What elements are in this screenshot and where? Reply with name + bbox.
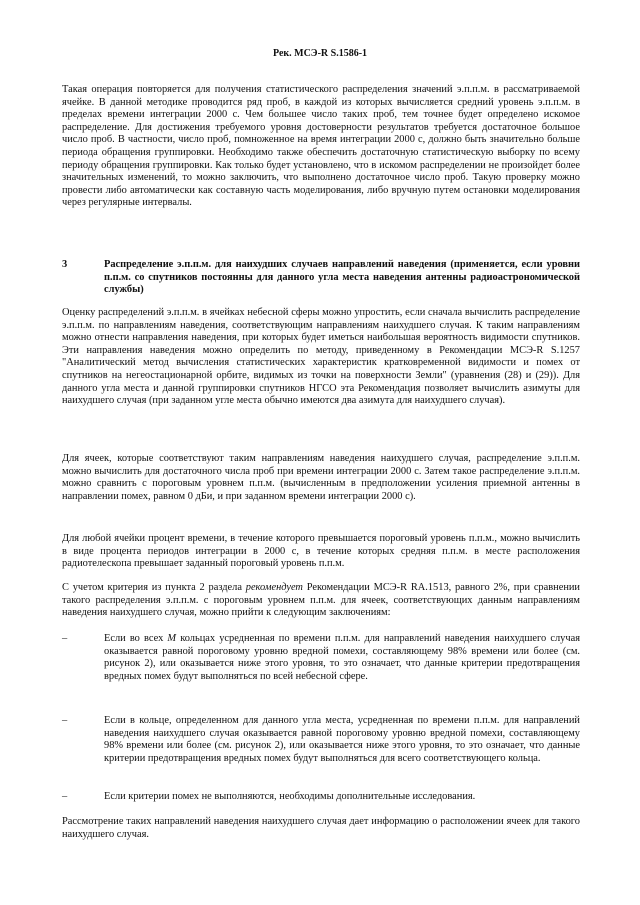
bullet-1-end: кольцах усредненная по времени п.п.м. для направлений наведения наихудшего случая оказывается равной пороговому уровню вредной помехи, составляющему 98% времени или более (см. рисунок 2), или оказывается ниже этого уровня, то это означает, что данные критерии предотвращения вредных помех будут выполняться по всей небесной сфере. <box>104 633 580 682</box>
paragraph-4: Для любой ячейки процент времени, в течение которого превышается пороговый уровень п.п.м., можно вычислить в виде процента периодов интеграции в 2000 с, в течение которых средняя п.п.м. в месте расположения радиотелескопа превышает заданный пороговый уровень п.п.м. <box>62 533 580 570</box>
paragraph-1: Такая операция повторяется для получения статистического распределения значений э.п.п.м. в рассматриваемой ячейке. В данной методике проводится ряд проб, в каждой из которых вычисляется средний уровень э.п.п.м. в пределах времени интеграции 2000 с. Чем большее число таких проб, тем точнее будет определено искомое распределение. Для достижения требуемого уровня достоверности результатов требуется достаточное большое число проб. В частности, число проб, помноженное на время интеграции 2000 с, должно быть значительно больше периода обращения группировки. Необходимо также обеспечить достаточную статистическую выборку по всему периоду обращения группировки. Как только будет установлено, что в искомом распределении не произойдет более значительных изменений, то можно заключить, что выполнено достаточное число проб. Такую проверку можно провести либо автоматически как составную часть моделирования, либо вручную путем остановки моделирования через регулярные интервалы. <box>62 84 580 209</box>
paragraph-5-end: Рекомендации МСЭ-R RA.1513, равного 2%, при сравнении такого распределения э.п.п.м. с пороговым уровнем п.п.м. для ячеек, соответствующих данным направлениям наведения наихудшего случая, можно прийти к следующим заключениям: <box>62 582 580 619</box>
paragraph-5 <box>62 582 580 620</box>
bullet-1-marker: – <box>62 633 68 644</box>
bullet-2-text: Если в кольце, определенном для данного угла места, усредненная по времени п.п.м. для направлений наведения наихудшего случая оказывается равной пороговому уровню вредной помехи, составляющему 98% времени или более (см. рисунок 2), или оказывается ниже этого уровня, то это означает, что данные критерии предотвращения вредных помех будут выполняться для всего соответствующего кольца. <box>104 715 580 764</box>
bullet-3-marker: – <box>62 791 68 802</box>
section-number: 3 <box>62 259 68 270</box>
section-title: Распределение э.п.п.м. для наихудших случаев направлений наведения (применяется, если уровни п.п.м. со спутников постоянны для данного угла места наведения антенны радиоастрономической службы) <box>104 259 580 296</box>
page-header: Рек. МСЭ-R S.1586-1 <box>272 48 368 59</box>
bullet-3-text: Если критерии помех не выполняются, необходимы дополнительные исследования. <box>104 791 476 802</box>
paragraph-5-emphasis: рекомендует <box>245 582 303 593</box>
paragraph-5-start: С учетом критерия из пункта 2 раздела <box>62 582 246 593</box>
bullet-1-text <box>104 633 580 683</box>
bullet-1-start: Если во всех <box>104 633 168 644</box>
bullet-1-variable: M <box>167 633 177 644</box>
paragraph-3: Для ячеек, которые соответствуют таким направлениям наведения наихудшего случая, распределение э.п.п.м. можно вычислить для достаточного числа проб при времени интеграции 2000 с. Затем такое распределение э.п.п.м. можно сравнить с пороговым уровнем п.п.м. (вычисленным в предположении усиления приемной антенны в направлении помех, равном 0 дБи, и при заданном времени интеграции 2000 с). <box>62 453 580 502</box>
paragraph-2: Оценку распределений э.п.п.м. в ячейках небесной сферы можно упростить, если сначала вычислить распределение э.п.п.м. по направлениям наведения, соответствующим направлениям наихудшего случая. К таким направлениям можно отнести направления наведения, при которых будет иметься наибольшая вероятность видимости спутников. Эти направления наведения можно определить по методу, приведенному в Рекомендации МСЭ-R S.1257 "Аналитический метод вычисления статистических характеристик кратковременной видимости и помех от спутников на негеостационарной орбите, видимых из точки на поверхности Земли" (уравнения (28) и (29)). Для данного угла места и данной группировки спутников НГСО эта Рекомендация позволяет вычислить азимуты для наихудшего случая (при заданном угле места обычно имеются два азимута для наихудшего случая). <box>62 307 580 407</box>
bullet-2-marker: – <box>62 715 68 726</box>
paragraph-6: Рассмотрение таких направлений наведения наихудшего случая дает информацию о расположении ячеек для такого наихудшего случая. <box>62 816 580 840</box>
